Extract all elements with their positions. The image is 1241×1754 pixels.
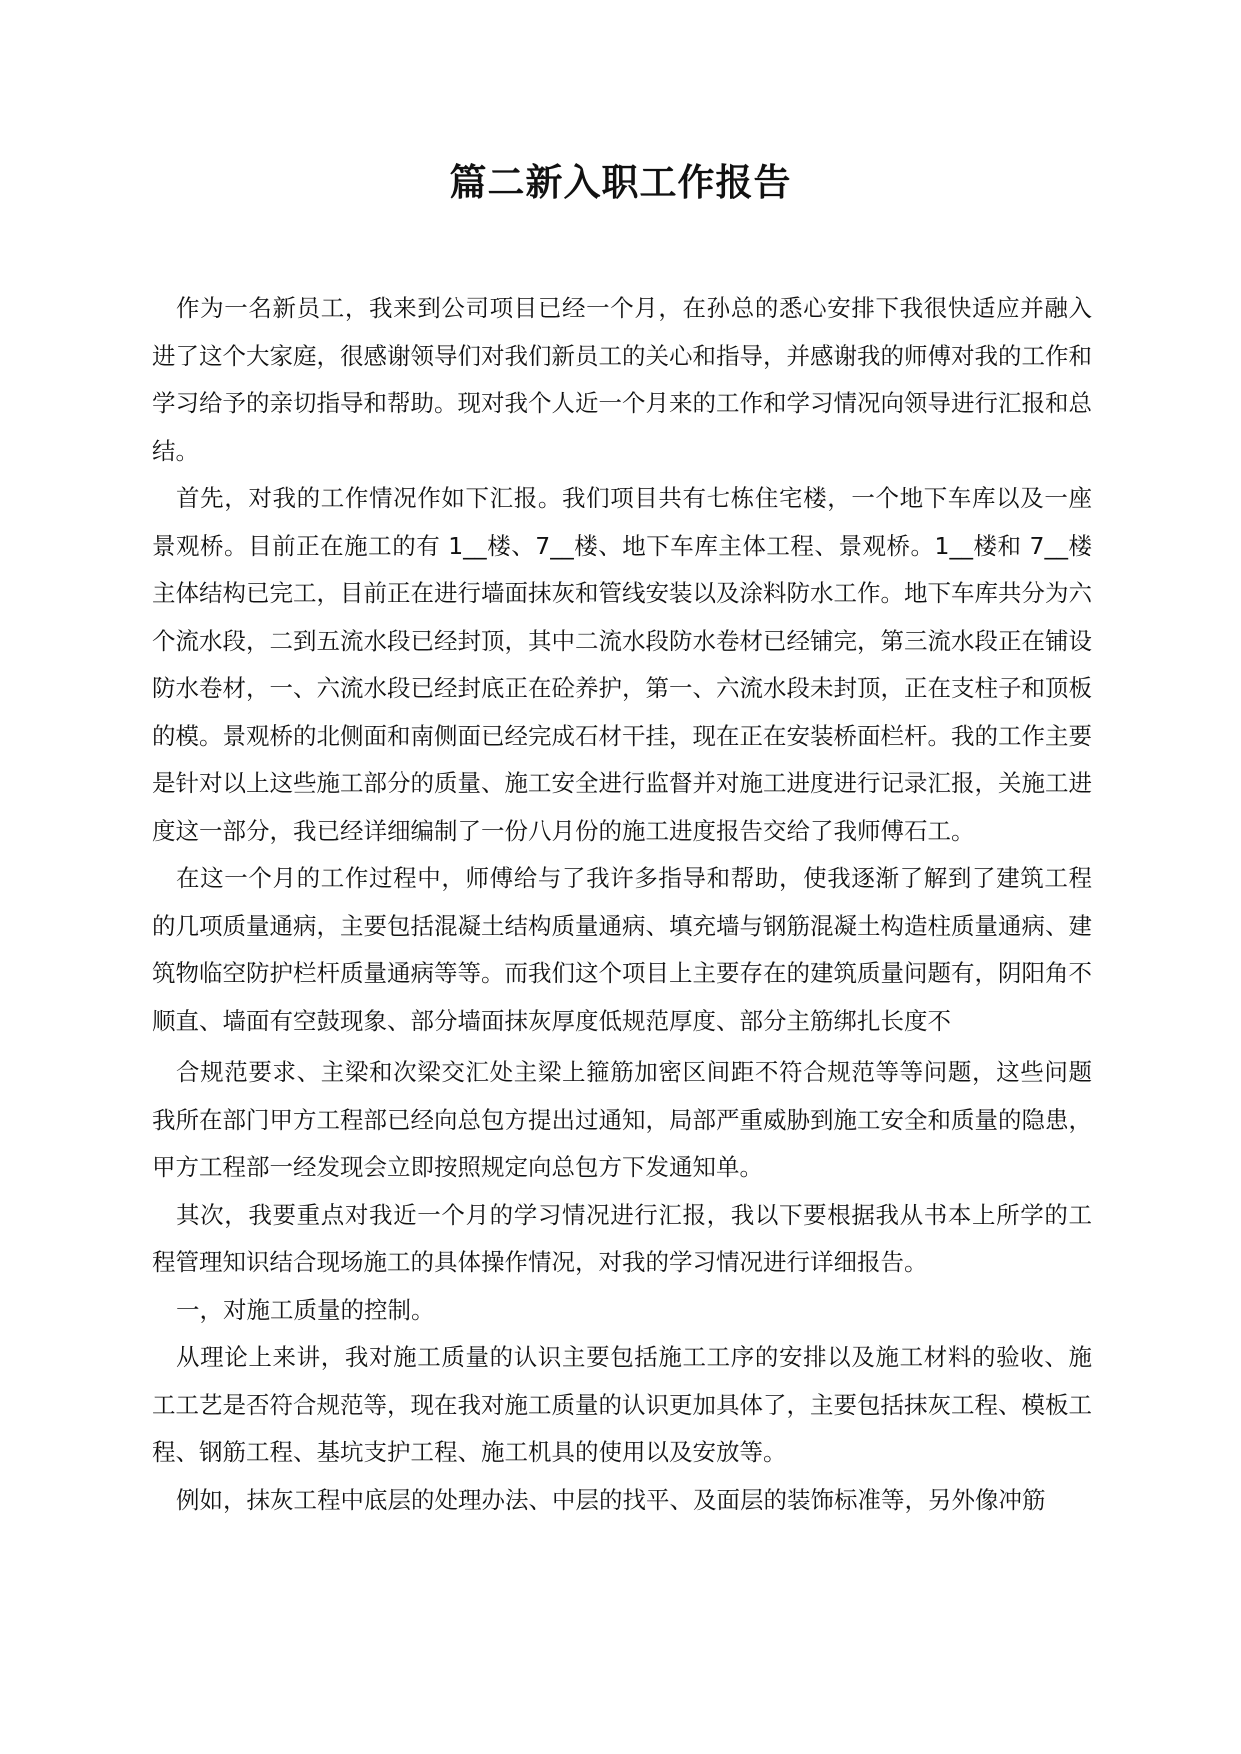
- paragraph: 从理论上来讲，我对施工质量的认识主要包括施工工序的安排以及施工材料的验收、施工工艺是否符合规范等，现在我对施工质量的认识更加具体了，主要包括抹灰工程、模板工程、钢筋工程、基坑支护工程、施工机具的使用以及安放等。: [152, 1343, 1092, 1466]
- paragraph: 合规范要求、主梁和次梁交汇处主梁上箍筋加密区间距不符合规范等等问题，这些问题我所在部门甲方工程部已经向总包方提出过通知，局部严重威胁到施工安全和质量的隐患，甲方工程部一经发现会立即按照规定向总包方下发通知单。: [152, 1058, 1092, 1181]
- paragraph: 在这一个月的工作过程中，师傅给与了我许多指导和帮助，使我逐渐了解到了建筑工程的几项质量通病，主要包括混凝土结构质量通病、填充墙与钢筋混凝土构造柱质量通病、建筑物临空防护栏杆质量通病等等。而我们这个项目上主要存在的建筑质量问题有，阴阳角不顺直、墙面有空鼓现象、部分墙面抹灰厚度低规范厚度、部分主筋绑扎长度不: [152, 864, 1092, 1035]
- document-body: [152, 285, 1092, 1524]
- paragraph: 一，对施工质量的控制。: [176, 1295, 435, 1324]
- paragraph: 其次，我要重点对我近一个月的学习情况进行汇报，我以下要根据我从书本上所学的工程管理知识结合现场施工的具体操作情况，对我的学习情况进行详细报告。: [152, 1200, 1092, 1276]
- paragraph: 例如，抹灰工程中底层的处理办法、中层的找平、及面层的装饰标准等，另外像冲筋: [176, 1485, 1046, 1514]
- paragraph: 首先，对我的工作情况作如下汇报。我们项目共有七栋住宅楼，一个地下车库以及一座景观桥。目前正在施工的有 1__楼、7__楼、地下车库主体工程、景观桥。1__楼和 7__楼主体结构已完工，目前正在进行墙面抹灰和管线安装以及涂料防水工作。地下车库共分为六个流水段，二到五流水段已经封顶，其中二流水段防水卷材已经铺完，第三流水段正在铺设防水卷材，一、六流水段已经封底正在砼养护，第一、六流水段未封顶，正在支柱子和顶板的模。景观桥的北侧面和南侧面已经完成石材干挂，现在正在安装桥面栏杆。我的工作主要是针对以上这些施工部分的质量、施工安全进行监督并对施工进度进行记录汇报，关施工进度这一部分，我已经详细编制了一份八月份的施工进度报告交给了我师傅石工。: [152, 484, 1092, 845]
- paragraph: 作为一名新员工，我来到公司项目已经一个月，在孙总的悉心安排下我很快适应并融入进了这个大家庭，很感谢领导们对我们新员工的关心和指导，并感谢我的师傅对我的工作和学习给予的亲切指导和帮助。现对我个人近一个月来的工作和学习情况向领导进行汇报和总结。: [152, 294, 1092, 465]
- document-title: 篇二新入职工作报告: [449, 161, 792, 204]
